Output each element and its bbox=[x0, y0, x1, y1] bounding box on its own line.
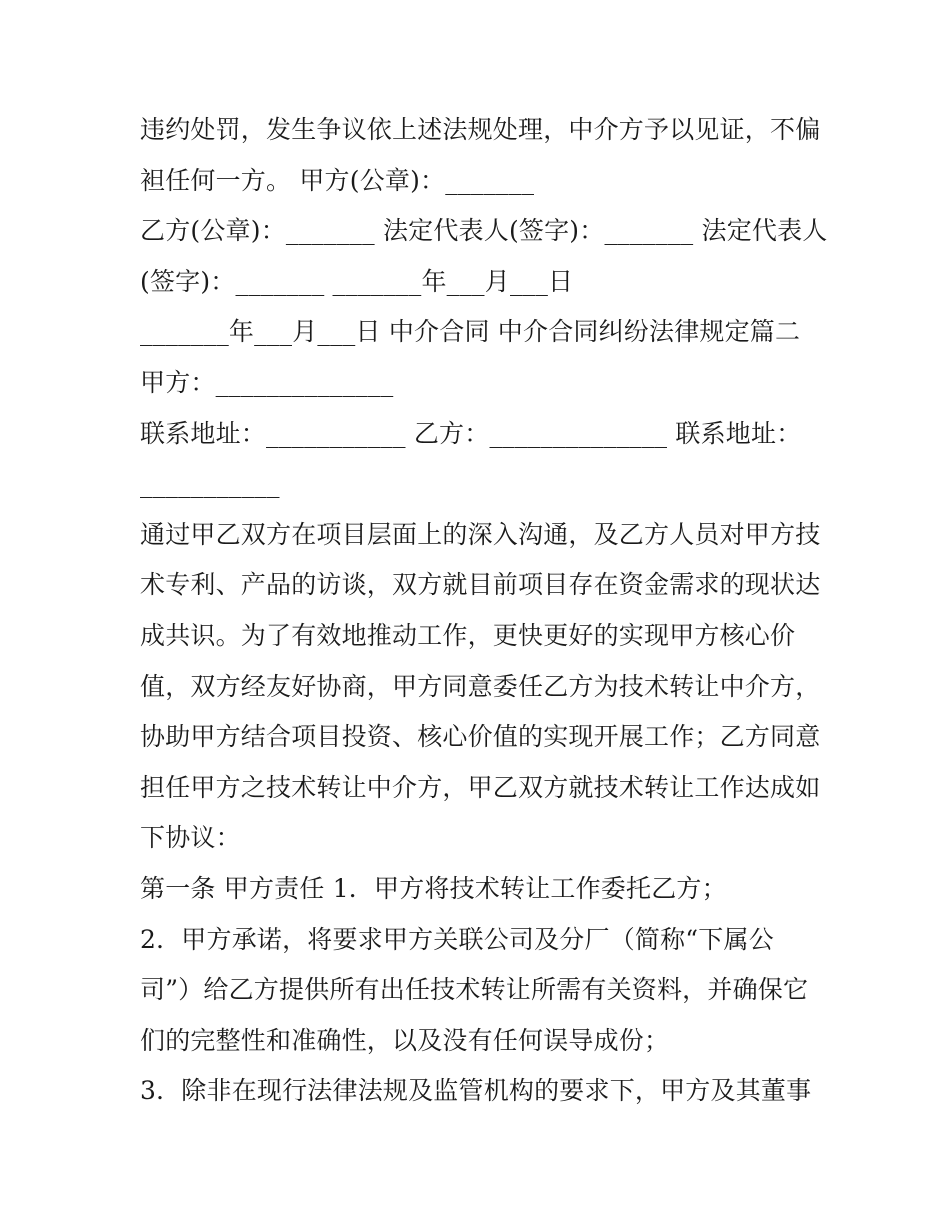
text-line: 协助甲方结合项目投资、核心价值的实现开展工作；乙方同意 bbox=[140, 722, 821, 752]
text-line: 联系地址：___________ 乙方：______________ 联系地址： bbox=[140, 418, 802, 448]
text-line: 违约处罚，发生争议依上述法规处理，中介方予以见证，不偏 bbox=[140, 115, 821, 144]
text-line: 2．甲方承诺，将要求甲方关联公司及分厂（简称“下属公 bbox=[140, 924, 774, 954]
text-line: 担任甲方之技术转让中介方，甲乙双方就技术转让工作达成如 bbox=[140, 772, 821, 802]
text-line: 通过甲乙双方在项目层面上的深入沟通，及乙方人员对甲方技 bbox=[140, 519, 821, 549]
text-line: 们的完整性和准确性，以及没有任何误导成份； bbox=[140, 1025, 670, 1055]
text-line: 3．除非在现行法律法规及监管机构的要求下，甲方及其董事 bbox=[140, 1076, 812, 1106]
text-line: 值，双方经友好协商，甲方同意委任乙方为技术转让中介方， bbox=[140, 671, 821, 701]
document-body bbox=[140, 105, 828, 1117]
text-line: 术专利、产品的访谈，双方就目前项目存在资金需求的现状达 bbox=[140, 570, 821, 600]
text-line: 甲方：______________ bbox=[140, 367, 394, 397]
text-line: 司”）给乙方提供所有出任技术转让所需有关资料，并确保它 bbox=[140, 975, 809, 1005]
text-line: 成共识。为了有效地推动工作，更快更好的实现甲方核心价 bbox=[140, 620, 796, 650]
text-line: 袒任何一方。 甲方(公章)：_______ bbox=[140, 165, 535, 195]
text-line: _______年___月___日 中介合同 中介合同纠纷法律规定篇二 bbox=[140, 317, 801, 347]
text-line: 第一条 甲方责任 1．甲方将技术转让工作委托乙方； bbox=[140, 873, 727, 903]
text-line: 下协议： bbox=[140, 823, 241, 853]
text-line: (签字)：_______ _______年___月___日 bbox=[140, 266, 574, 296]
text-line: ___________ bbox=[140, 469, 280, 499]
text-line: 乙方(公章)：_______ 法定代表人(签字)：_______ 法定代表人 bbox=[140, 216, 828, 246]
